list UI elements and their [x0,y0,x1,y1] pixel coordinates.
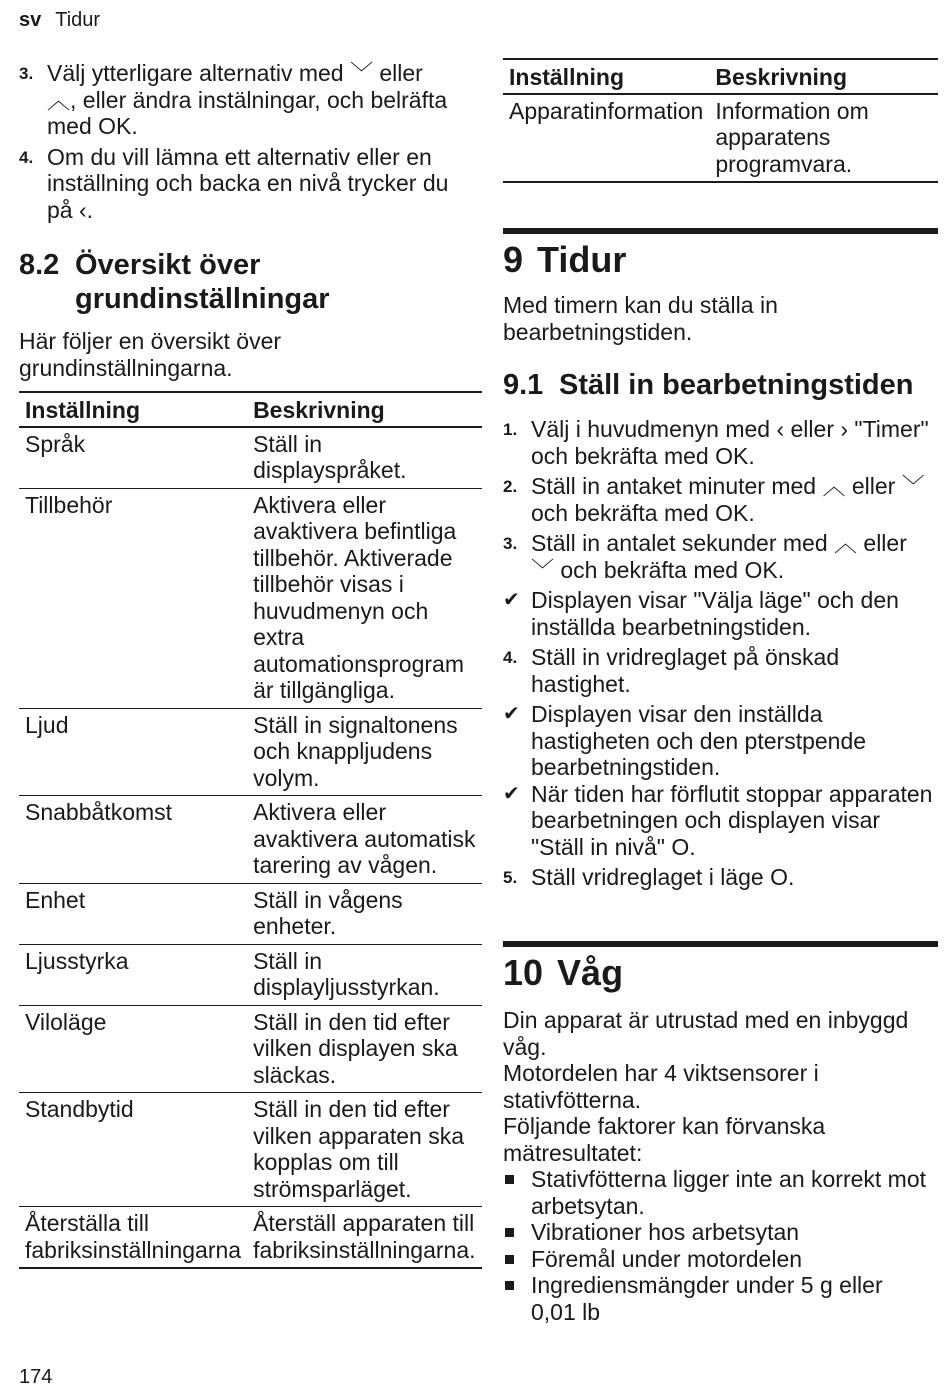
table-row [19,708,482,796]
table-cell: Viloläge [19,1005,247,1093]
table-cell: Information om apparatens programvara. [709,94,938,183]
table-header-row [503,59,938,94]
table-row [19,796,482,884]
paragraph: Din apparat är utrustad med en inbyggd våg. [503,1007,909,1060]
chapter-9-heading: 9 Tidur [503,228,938,280]
paragraph: Följande faktorer kan förvanska mätresultatet: [503,1113,826,1166]
table-cell: Ljud [19,708,247,796]
table-cell: Ställ in displayspråket. [247,427,481,489]
list-item: Ingrediensmängder under 5 g eller 0,01 lb [503,1272,933,1325]
table-cell: Ställ in displayljusstyrkan. [247,944,481,1005]
table-cell: Ställ in vågens enheter. [247,883,481,944]
result-item: ✔ När tiden har förflutit stoppar apparaten bearbetningen och displayen visar "Ställ in nivå" O. [503,780,933,860]
list-item: Föremål under motordelen [503,1246,933,1273]
table-row [19,1093,482,1207]
settings-table [19,391,482,1269]
section-8-2-heading: 8.2 Översikt över grundinställningar [19,249,330,315]
checkmark-icon: ✔ [503,782,520,805]
step-4: 4. Ställ in vridreglaget på önskad hastighet. [503,644,840,697]
chapter-10-text [503,1007,933,1325]
table-cell: Apparatinformation [503,94,709,183]
list-item: Stativfötterna ligger inte an korrekt mot arbetsytan. [503,1166,933,1219]
steps-top [19,60,453,223]
table-cell: Tillbehör [19,488,247,708]
table-cell: Språk [19,427,247,489]
settings-table-continued [503,58,938,183]
table-row [19,883,482,944]
bullet-square-icon [505,1255,514,1264]
table-cell: Aktivera eller avaktivera befintliga tillbehör. Aktiverade tillbehör visas i huvudmenyn och extra automationsprogram är tillgängliga. [247,488,481,708]
table-header: Beskrivning [709,59,938,94]
result-item: ✔ Displayen visar den inställda hastigheten och den pterstpende bearbetningstiden. [503,701,867,780]
bullet-square-icon [505,1281,514,1290]
table-cell: Ställ in den tid efter vilken displayen ska släckas. [247,1005,481,1093]
table-row [19,944,482,1005]
table-row [503,94,938,183]
table-cell: Ställ in signaltonens och knappljudens volym. [247,708,481,796]
chapter-10-heading: 10 Våg [503,941,938,993]
result-item: ✔ Displayen visar "Välja läge" och den inställda bearbetningstiden. [503,587,899,640]
table-cell: Ställ in den tid efter vilken apparaten ska kopplas om till strömsparläget. [247,1093,481,1207]
timer-steps [503,416,935,891]
list-item: Vibrationer hos arbetsytan [503,1219,933,1246]
table-row [19,427,482,489]
step-5: 5. Ställ vridreglaget i läge O. [503,864,795,890]
step-4: 4. Om du vill lämna ett alternativ eller en inställning och backa en nivå trycker du på ‹. [19,143,449,223]
step-2: 2. Ställ in antaket minuter med ︿ eller ﹀ och bekräfta med OK. [503,473,925,526]
table-header: Inställning [19,392,247,427]
section-8-2-intro: Här följer en översikt över grundinställningarna. [19,328,282,381]
page-header [19,9,100,32]
bullet-square-icon [505,1175,514,1184]
table-cell: Aktivera eller avaktivera automatisk tarering av vågen. [247,796,481,884]
header-section: Tidur [55,9,101,31]
table-cell: Snabbåtkomst [19,796,247,884]
chapter-9-intro: Med timern kan du ställa in bearbetningstiden. [503,292,778,345]
table-header: Inställning [503,59,709,94]
paragraph: Motordelen har 4 viktsensorer i stativfötterna. [503,1060,819,1113]
checkmark-icon: ✔ [503,703,520,725]
table-row [19,488,482,708]
section-9-1-heading: 9.1 Ställ in bearbetningstiden [503,369,914,401]
table-cell: Återställ apparaten till fabriksinställningarna. [247,1207,481,1269]
page-number: 174 [19,1366,53,1388]
step-3: 3. Välj ytterligare alternativ med ﹀ eller ︿, eller ändra instälningar, och belräfta med OK. [19,60,448,139]
table-header: Beskrivning [247,392,481,427]
step-1: 1. Välj i huvudmenyn med ‹ eller › "Timer" och bekräfta med OK. [503,416,929,469]
table-cell: Standbytid [19,1093,247,1207]
table-row [19,1005,482,1093]
step-3: 3. Ställ in antalet sekunder med ︿ eller ﹀ och bekräfta med OK. [503,530,907,583]
checkmark-icon: ✔ [503,589,520,611]
bullet-square-icon [505,1228,514,1237]
table-cell: Ljusstyrka [19,944,247,1005]
table-header-row [19,392,482,427]
table-cell: Enhet [19,883,247,944]
table-cell: Återställa till fabriksinställningarna [19,1207,247,1269]
language-code: sv [19,9,42,31]
table-row [19,1207,482,1269]
